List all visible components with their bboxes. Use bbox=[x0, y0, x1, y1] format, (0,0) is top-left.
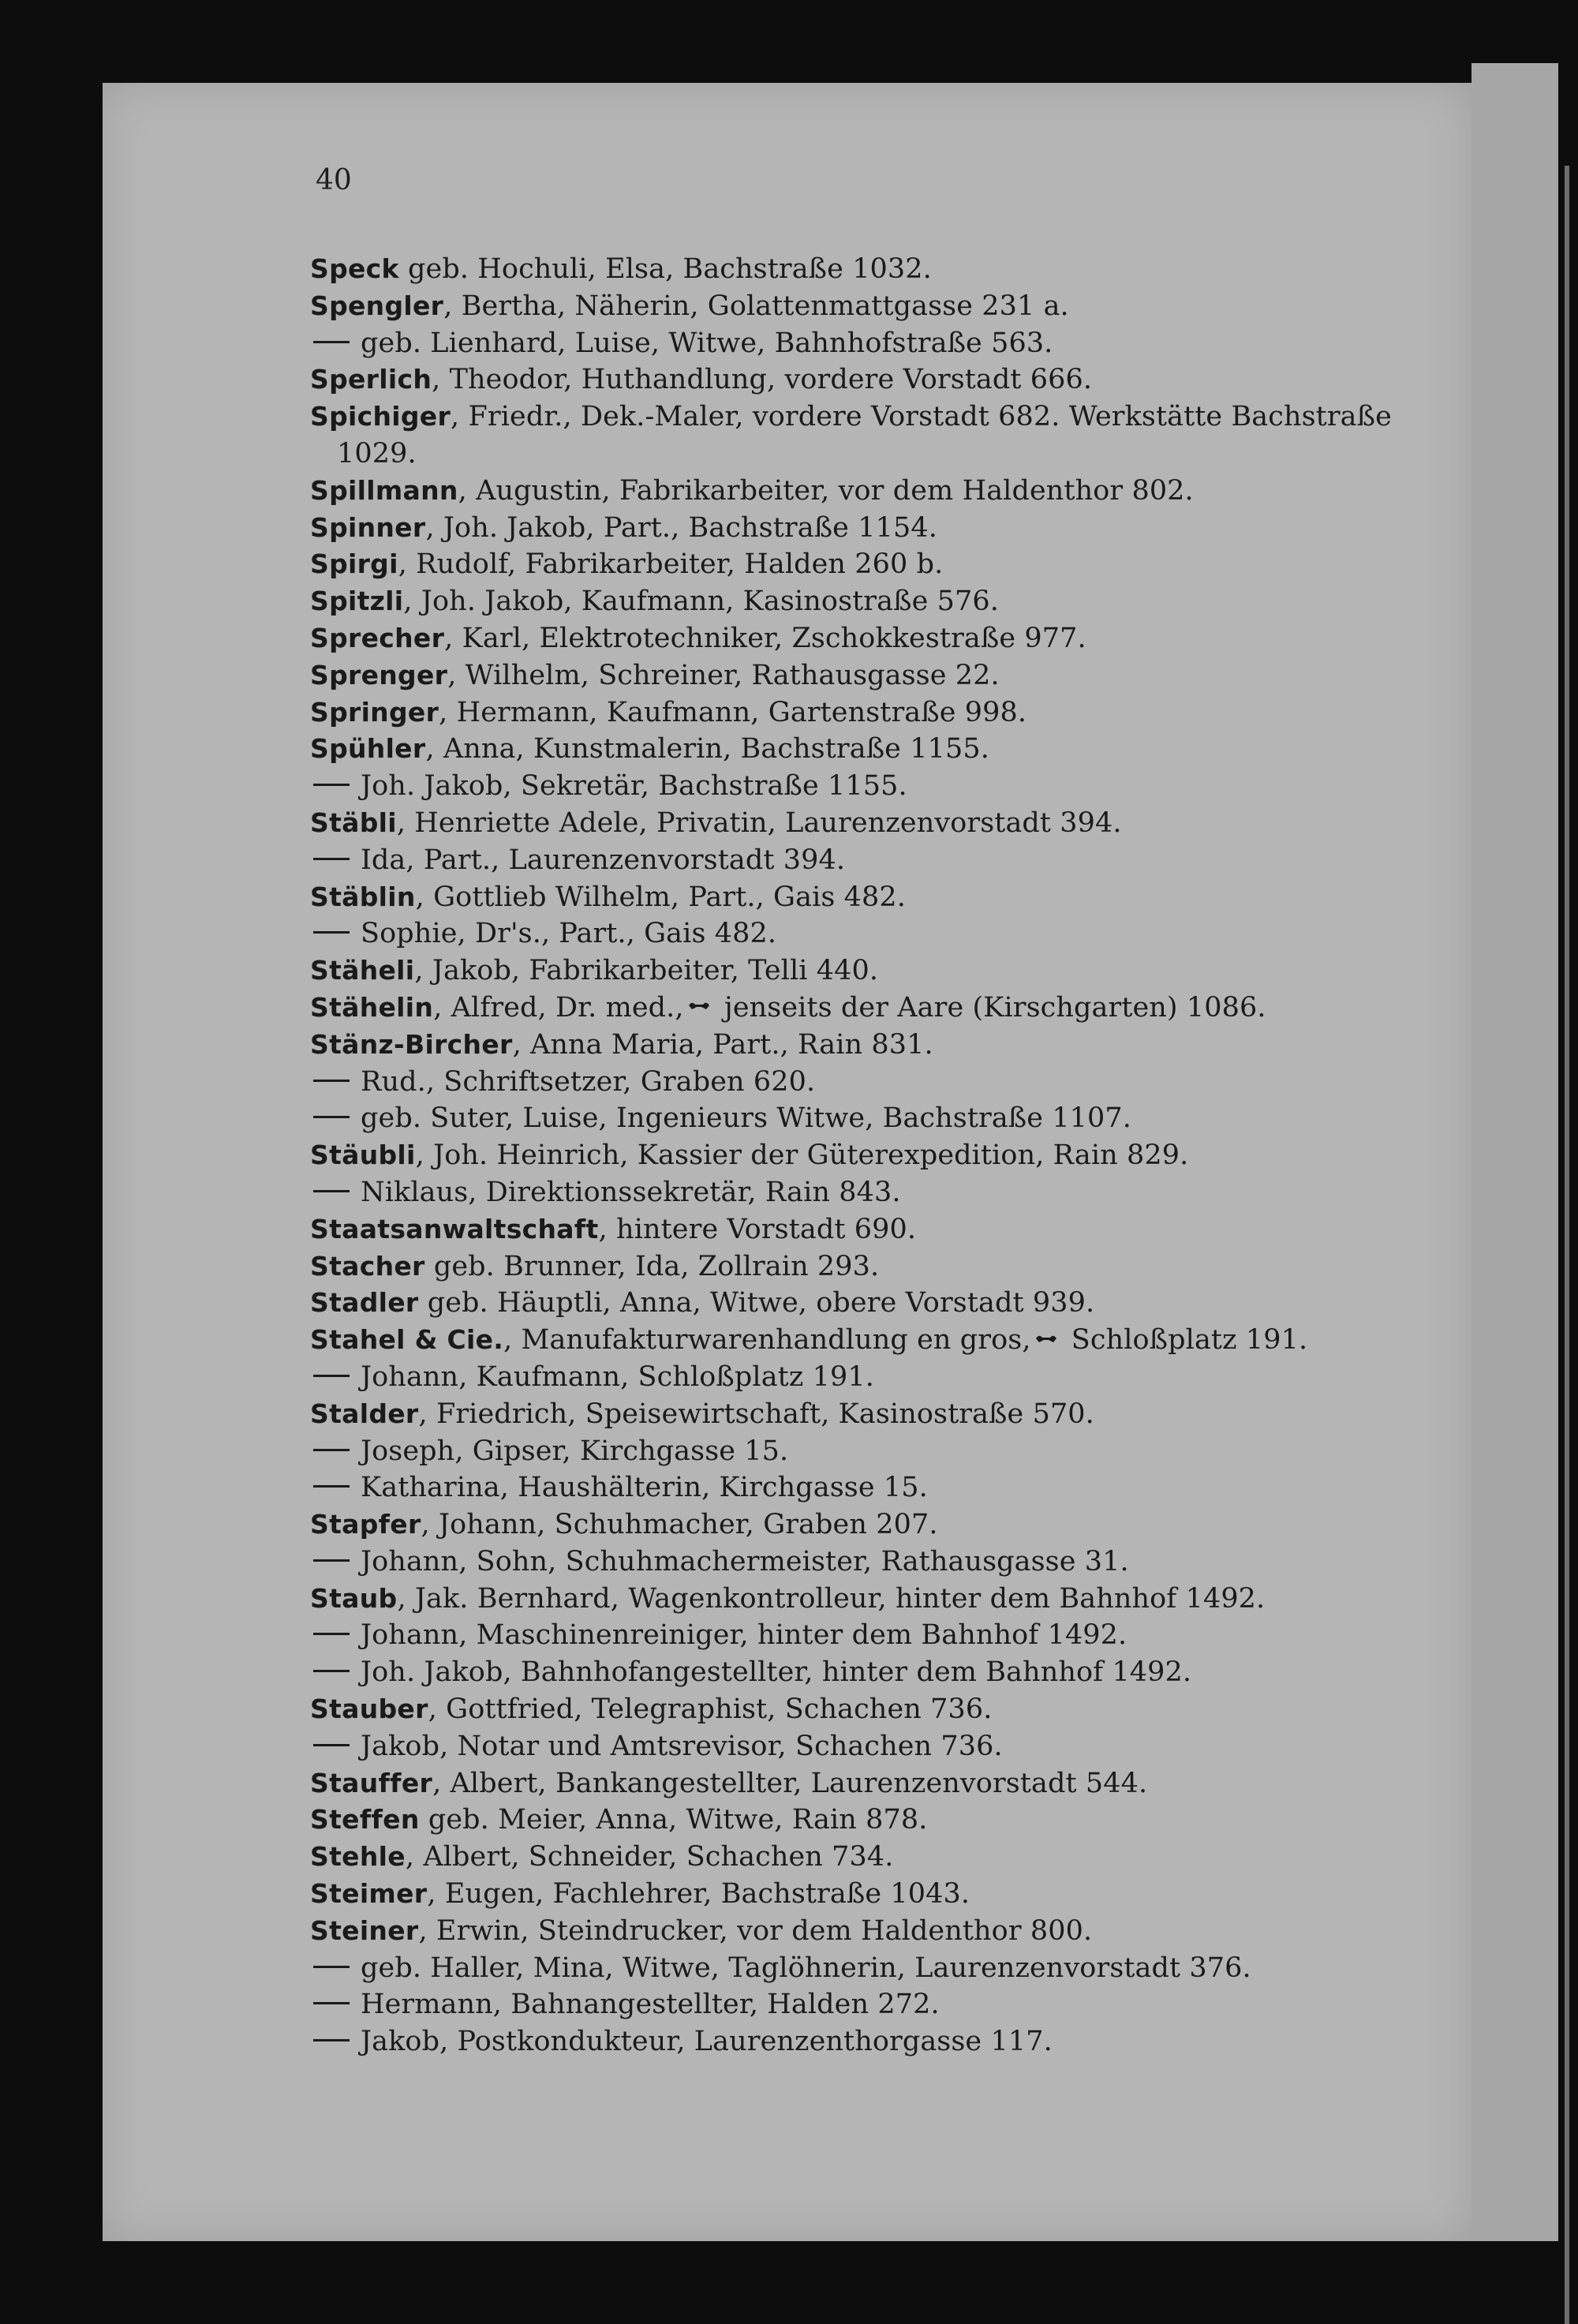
page-gutter bbox=[1565, 166, 1569, 2324]
directory-entry bbox=[310, 325, 1438, 362]
entry-details: , Friedr., Dek.-Maler, vordere Vorstadt 682. Werkstätte Bachstraße 1029. bbox=[337, 401, 1392, 470]
ditto-dash bbox=[313, 1375, 350, 1377]
entry-surname: Steiner bbox=[310, 1914, 419, 1946]
directory-entry bbox=[310, 1654, 1438, 1691]
directory-entry bbox=[310, 510, 1438, 547]
entry-details: Johann, Maschinenreiniger, hinter dem Bahnhof 1492. bbox=[361, 1619, 1127, 1652]
ditto-dash bbox=[313, 1966, 350, 1968]
directory-entry bbox=[310, 361, 1438, 399]
entry-details: , Wilhelm, Schreiner, Rathausgasse 22. bbox=[447, 659, 1000, 691]
telephone-icon bbox=[1034, 1334, 1058, 1343]
entry-surname: Stäubli bbox=[310, 1140, 416, 1171]
directory-entry bbox=[310, 657, 1438, 694]
directory-entry bbox=[310, 1100, 1438, 1137]
entry-details: , Theodor, Huthandlung, vordere Vorstadt 666. bbox=[432, 364, 1093, 396]
directory-entry bbox=[310, 1506, 1438, 1544]
directory-entry bbox=[310, 399, 1438, 473]
ditto-dash bbox=[313, 1670, 350, 1672]
entry-details: , Friedrich, Speisewirtschaft, Kasinostraße 570. bbox=[418, 1398, 1094, 1430]
directory-entry bbox=[310, 620, 1438, 657]
directory-entry bbox=[310, 842, 1438, 879]
directory-entry bbox=[310, 1322, 1438, 1359]
entry-details: , Karl, Elektrotechniker, Zschokkestraße 977. bbox=[444, 622, 1086, 654]
entry-details-after-phone: jenseits der Aare (Kirschgarten) 1086. bbox=[715, 991, 1266, 1024]
entry-details: , Rudolf, Fabrikarbeiter, Halden 260 b. bbox=[398, 548, 944, 581]
ditto-dash bbox=[313, 1449, 350, 1451]
entry-details: , Gottlieb Wilhelm, Part., Gais 482. bbox=[415, 881, 906, 913]
entry-details: Hermann, Bahnangestellter, Halden 272. bbox=[361, 1989, 940, 2021]
directory-entry bbox=[310, 1617, 1438, 1654]
telephone-icon bbox=[687, 1001, 711, 1010]
directory-entry bbox=[310, 1913, 1438, 1950]
entry-details: , Joh. Jakob, Kaufmann, Kasinostraße 576. bbox=[403, 586, 999, 618]
entry-details: Joh. Jakob, Sekretär, Bachstraße 1155. bbox=[361, 770, 907, 803]
adjacent-page-edge bbox=[1471, 63, 1558, 2241]
entry-details: Katharina, Haushälterin, Kirchgasse 15. bbox=[361, 1472, 928, 1504]
entry-surname: Stauber bbox=[310, 1693, 428, 1725]
entry-details: geb. Brunner, Ida, Zollrain 293. bbox=[424, 1250, 880, 1282]
directory-entry bbox=[310, 1876, 1438, 1913]
directory-entry bbox=[310, 1728, 1438, 1765]
directory-entry bbox=[310, 1174, 1438, 1211]
entry-details: , hintere Vorstadt 690. bbox=[598, 1213, 917, 1245]
entry-details: , Augustin, Fabrikarbeiter, vor dem Haldenthor 802. bbox=[458, 474, 1194, 507]
entry-details: , Anna, Kunstmalerin, Bachstraße 1155. bbox=[425, 733, 989, 765]
entry-details: Ida, Part., Laurenzenvorstadt 394. bbox=[361, 844, 846, 876]
directory-entry bbox=[310, 1544, 1438, 1581]
directory-entry bbox=[310, 288, 1438, 325]
directory-entry bbox=[310, 1433, 1438, 1470]
entry-surname: Stauffer bbox=[310, 1767, 433, 1798]
entry-details: geb. Meier, Anna, Witwe, Rain 878. bbox=[419, 1804, 928, 1836]
directory-entry bbox=[310, 1839, 1438, 1876]
ditto-dash bbox=[313, 1080, 350, 1082]
directory-entry bbox=[310, 1691, 1438, 1728]
directory-entry bbox=[310, 1137, 1438, 1174]
entry-details: , Bertha, Näherin, Golattenmattgasse 231 a. bbox=[443, 290, 1069, 322]
entry-details: , Johann, Schuhmacher, Graben 207. bbox=[421, 1509, 938, 1541]
ditto-dash bbox=[313, 931, 350, 934]
entry-surname: Springer bbox=[310, 696, 439, 728]
entry-details: , Erwin, Steindrucker, vor dem Haldenthor 800. bbox=[418, 1914, 1093, 1947]
entry-surname: Steimer bbox=[310, 1878, 428, 1910]
ditto-dash bbox=[313, 341, 350, 343]
ditto-dash bbox=[313, 858, 350, 860]
directory-entry bbox=[310, 583, 1438, 620]
directory-entry bbox=[310, 546, 1438, 583]
entry-surname: Stacher bbox=[310, 1250, 425, 1282]
ditto-dash bbox=[313, 1190, 350, 1192]
ditto-dash bbox=[313, 1485, 350, 1488]
entry-details: , Manufakturwarenhandlung en gros, bbox=[503, 1324, 1031, 1357]
entry-surname: Spinner bbox=[310, 511, 426, 543]
directory-entry bbox=[310, 990, 1438, 1027]
directory-entry bbox=[310, 1950, 1438, 1987]
ditto-dash bbox=[313, 1633, 350, 1635]
entry-surname: Stäbli bbox=[310, 806, 397, 838]
entry-surname: Spühler bbox=[310, 733, 426, 765]
entry-details: geb. Haller, Mina, Witwe, Taglöhnerin, Laurenzenvorstadt 376. bbox=[361, 1952, 1251, 1984]
ditto-dash bbox=[313, 1744, 350, 1746]
directory-entries bbox=[310, 251, 1438, 2060]
entry-details: , Joh. Jakob, Part., Bachstraße 1154. bbox=[425, 511, 937, 544]
entry-details: geb. Hochuli, Elsa, Bachstraße 1032. bbox=[398, 253, 932, 285]
directory-entry bbox=[310, 473, 1438, 510]
directory-entry bbox=[310, 952, 1438, 990]
entry-surname: Spengler bbox=[310, 290, 444, 321]
entry-details: Niklaus, Direktionssekretär, Rain 843. bbox=[361, 1176, 901, 1208]
entry-details: Rud., Schriftsetzer, Graben 620. bbox=[361, 1065, 816, 1098]
entry-surname: Sprecher bbox=[310, 622, 445, 653]
directory-entry bbox=[310, 879, 1438, 916]
entry-surname: Sprenger bbox=[310, 659, 448, 690]
entry-details: , Joh. Heinrich, Kassier der Güterexpedition, Rain 829. bbox=[415, 1140, 1189, 1172]
entry-details: Joh. Jakob, Bahnhofangestellter, hinter dem Bahnhof 1492. bbox=[361, 1656, 1192, 1689]
entry-surname: Stäheli bbox=[310, 955, 415, 986]
entry-details: geb. Häuptli, Anna, Witwe, obere Vorstadt 939. bbox=[418, 1287, 1095, 1319]
entry-details: , Jak. Bernhard, Wagenkontrolleur, hinter dem Bahnhof 1492. bbox=[397, 1582, 1266, 1615]
entry-details: , Albert, Bankangestellter, Laurenzenvorstadt 544. bbox=[432, 1767, 1148, 1799]
ditto-dash bbox=[313, 1559, 350, 1562]
directory-entry bbox=[310, 1802, 1438, 1839]
entry-surname: Spichiger bbox=[310, 401, 451, 432]
directory-entry bbox=[310, 251, 1438, 288]
entry-surname: Stähelin bbox=[310, 991, 434, 1023]
entry-surname: Steffen bbox=[310, 1804, 420, 1836]
ditto-dash bbox=[313, 2039, 350, 2041]
directory-entry bbox=[310, 768, 1438, 805]
directory-entry bbox=[310, 1064, 1438, 1101]
directory-entry bbox=[310, 1986, 1438, 2023]
directory-entry bbox=[310, 1469, 1438, 1506]
entry-surname: Spirgi bbox=[310, 548, 398, 580]
entry-details: , Albert, Schneider, Schachen 734. bbox=[405, 1841, 894, 1873]
entry-details: , Henriette Adele, Privatin, Laurenzenvorstadt 394. bbox=[396, 806, 1122, 839]
entry-surname: Stahel & Cie. bbox=[310, 1324, 504, 1356]
entry-surname: Stadler bbox=[310, 1287, 419, 1319]
directory-entry bbox=[310, 1359, 1438, 1396]
directory-entry bbox=[310, 1248, 1438, 1285]
directory-entry bbox=[310, 1027, 1438, 1064]
entry-surname: Speck bbox=[310, 253, 399, 284]
ditto-dash bbox=[313, 1116, 350, 1118]
entry-details: Sophie, Dr's., Part., Gais 482. bbox=[361, 918, 777, 950]
entry-details: , Alfred, Dr. med., bbox=[433, 991, 684, 1024]
entry-details: Johann, Kaufmann, Schloßplatz 191. bbox=[361, 1360, 874, 1393]
entry-details: Jakob, Postkondukteur, Laurenzenthorgasse 117. bbox=[361, 2026, 1053, 2058]
ditto-dash bbox=[313, 784, 350, 786]
directory-entry bbox=[310, 731, 1438, 768]
page-number: 40 bbox=[316, 164, 352, 196]
directory-entry bbox=[310, 1396, 1438, 1433]
entry-details: Joseph, Gipser, Kirchgasse 15. bbox=[361, 1435, 789, 1467]
ditto-dash bbox=[313, 2002, 350, 2004]
entry-surname: Stalder bbox=[310, 1398, 419, 1429]
entry-surname: Spitzli bbox=[310, 586, 404, 617]
directory-entry bbox=[310, 805, 1438, 842]
entry-details: Johann, Sohn, Schuhmachermeister, Rathausgasse 31. bbox=[361, 1545, 1129, 1577]
entry-surname: Stänz-Bircher bbox=[310, 1028, 513, 1060]
directory-entry bbox=[310, 1285, 1438, 1322]
entry-details: Jakob, Notar und Amtsrevisor, Schachen 736. bbox=[361, 1730, 1003, 1762]
entry-surname: Stapfer bbox=[310, 1509, 421, 1540]
entry-details: , Anna Maria, Part., Rain 831. bbox=[512, 1028, 933, 1061]
entry-details: geb. Lienhard, Luise, Witwe, Bahnhofstraße 563. bbox=[361, 327, 1053, 359]
entry-details: , Jakob, Fabrikarbeiter, Telli 440. bbox=[414, 955, 879, 987]
entry-surname: Staub bbox=[310, 1582, 398, 1614]
entry-details: , Gottfried, Telegraphist, Schachen 736. bbox=[428, 1693, 993, 1726]
directory-entry bbox=[310, 915, 1438, 952]
entry-surname: Spillmann bbox=[310, 474, 458, 506]
directory-entry bbox=[310, 694, 1438, 732]
directory-entry bbox=[310, 1211, 1438, 1248]
entry-details: geb. Suter, Luise, Ingenieurs Witwe, Bachstraße 1107. bbox=[361, 1102, 1132, 1135]
directory-entry bbox=[310, 1581, 1438, 1618]
entry-surname: Stäblin bbox=[310, 881, 416, 912]
entry-details: , Hermann, Kaufmann, Gartenstraße 998. bbox=[439, 696, 1027, 728]
entry-surname: Stehle bbox=[310, 1841, 406, 1873]
entry-details: , Eugen, Fachlehrer, Bachstraße 1043. bbox=[427, 1878, 970, 1910]
directory-entry bbox=[310, 2023, 1438, 2060]
entry-details-after-phone: Schloßplatz 191. bbox=[1062, 1324, 1308, 1357]
entry-surname: Sperlich bbox=[310, 364, 432, 395]
directory-entry bbox=[310, 1765, 1438, 1802]
entry-surname: Staatsanwaltschaft bbox=[310, 1213, 599, 1244]
